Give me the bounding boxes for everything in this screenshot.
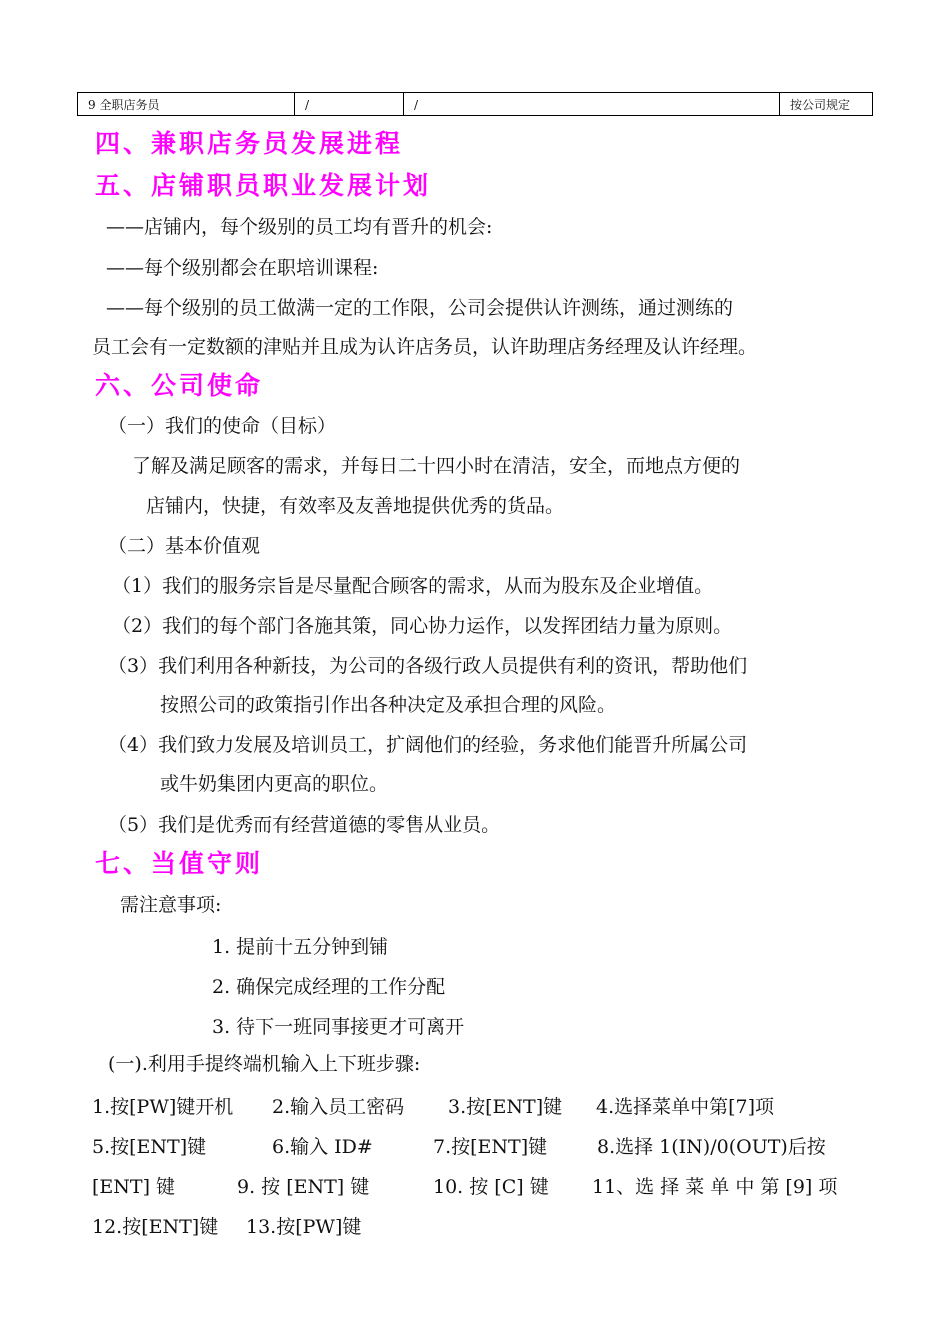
value-1: （1）我们的服务宗旨是尽量配合顾客的需求，从而为股东及企业增值。 (112, 575, 714, 597)
table-cell-3: / (404, 93, 780, 115)
step-1: 1.按[PW]键开机 (92, 1096, 234, 1118)
value-3-line-2: 按照公司的政策指引作出各种决定及承担合理的风险。 (160, 694, 617, 716)
step-4: 4.选择菜单中第[7]项 (596, 1096, 775, 1118)
value-4-line-2: 或牛奶集团内更高的职位。 (160, 773, 389, 795)
step-5: 5.按[ENT]键 (92, 1136, 207, 1158)
note-3: 3. 待下一班同事接更才可离开 (212, 1016, 465, 1038)
note-2: 2. 确保完成经理的工作分配 (212, 976, 446, 998)
steps-title: (一).利用手提终端机输入上下班步骤: (108, 1053, 421, 1075)
mission-line-2: 店铺内，快捷，有效率及友善地提供优秀的货品。 (146, 495, 565, 517)
step-3: 3.按[ENT]键 (448, 1096, 563, 1118)
value-4-line-1: （4）我们致力发展及培训员工，扩阔他们的经验，务求他们能晋升所属公司 (108, 734, 748, 756)
step-9: 9. 按 [ENT] 键 (237, 1176, 370, 1198)
table-cell-2: / (295, 93, 404, 115)
s5-line-3: ——每个级别的员工做满一定的工作限，公司会提供认许测练，通过测练的 (106, 297, 734, 319)
step-8: 8.选择 1(IN)/0(OUT)后按 (597, 1136, 826, 1158)
mission-line-1: 了解及满足顾客的需求，并每日二十四小时在清洁，安全，而地点方便的 (132, 455, 741, 477)
s5-line-2: ——每个级别都会在职培训课程: (106, 257, 379, 279)
value-2: （2）我们的每个部门各施其策，同心协力运作，以发挥团结力量为原则。 (112, 615, 733, 637)
step-6: 6.输入 ID# (272, 1136, 373, 1158)
step-11: 11、选 择 菜 单 中 第 [9] 项 (592, 1176, 838, 1198)
mission-title: （一）我们的使命（目标） (108, 415, 337, 437)
values-title: （二）基本价值观 (108, 535, 261, 557)
value-3-line-1: （3）我们利用各种新技，为公司的各级行政人员提供有利的资讯，帮助他们 (108, 655, 748, 677)
s5-line-1: ——店铺内，每个级别的员工均有晋升的机会: (106, 216, 493, 238)
heading-section-5: 五、店铺职员职业发展计划 (95, 171, 432, 200)
table-cell-rule: 按公司规定 (790, 98, 851, 112)
note-1: 1. 提前十五分钟到铺 (212, 936, 389, 958)
steps-row-1 (92, 1092, 872, 1116)
steps-row-4 (92, 1212, 872, 1236)
heading-section-7: 七、当值守则 (95, 849, 264, 878)
step-13: 13.按[PW]键 (246, 1216, 362, 1238)
table-cell-role: 9 全职店务员 (78, 93, 295, 115)
value-5: （5）我们是优秀而有经营道德的零售从业员。 (108, 814, 501, 836)
s5-line-4: 员工会有一定数额的津贴并且成为认许店务员，认许助理店务经理及认许经理。 (92, 336, 758, 358)
step-10: 10. 按 [C] 键 (433, 1176, 549, 1198)
step-2: 2.输入员工密码 (272, 1096, 405, 1118)
notes-title: 需注意事项: (120, 894, 222, 916)
step-8-cont: [ENT] 键 (92, 1176, 176, 1198)
heading-section-6: 六、公司使命 (95, 371, 264, 400)
steps-row-3 (92, 1172, 872, 1196)
heading-section-4: 四、兼职店务员发展进程 (95, 129, 404, 158)
steps-row-2 (92, 1132, 872, 1156)
staff-table-row (77, 92, 873, 116)
step-7: 7.按[ENT]键 (433, 1136, 548, 1158)
step-12: 12.按[ENT]键 (92, 1216, 219, 1238)
